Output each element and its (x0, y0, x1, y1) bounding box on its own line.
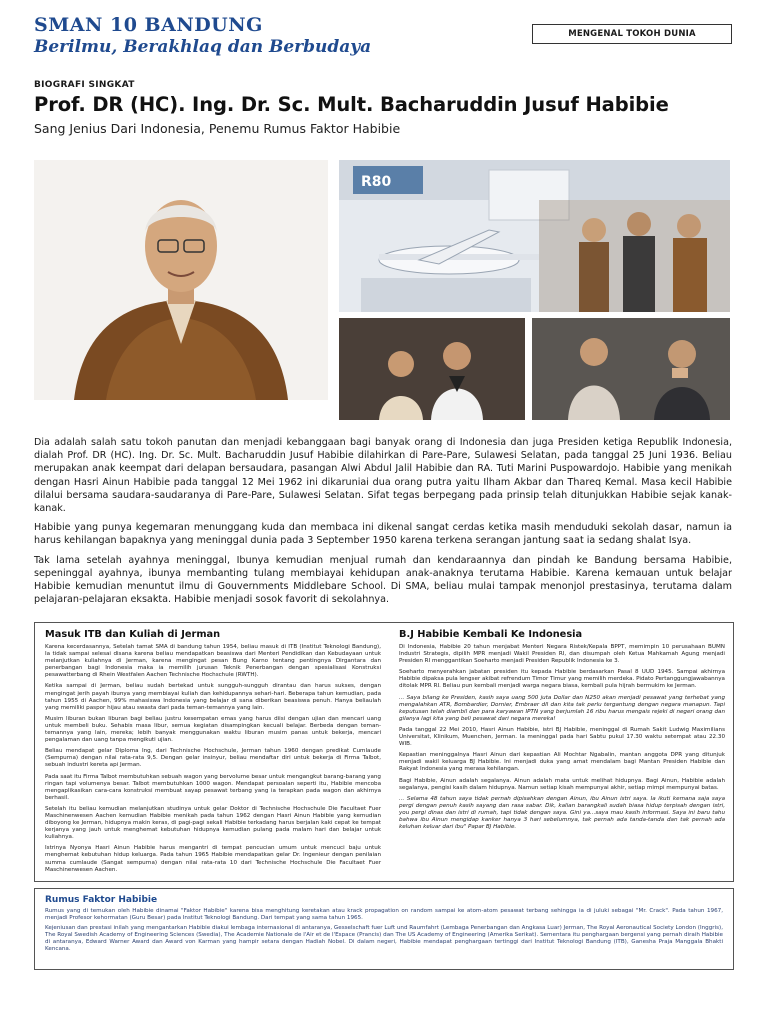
quote-paragraph: ... Selama 48 tahun saya tidak pernah dipisahkan dengan Ainun, ibu Ainun istri saya. Ia ikuti kemana saja saya pergi dengan penuh kasih sayang dan rasa sabar. Dik, kalian barangkali sudah biasa hidup terpisah dengan istri, you pergi dinas dan istri di rumah, tapi tidak dengan saya. Gini ya...saya mau kasih informasi. Saya ini baru tahu bahwa ibu Ainun mengidap kanker hanya 3 hari sebelumnya, tak pernah ada tanda-tanda dan tak pernah ada keluhan keluar dari ibu" Papar BJ Habibie. (399, 795, 725, 831)
section-paragraph: Karena kecerdasannya, Setelah tamat SMA di bandung tahun 1954, beliau masuk di ITB (Institut Teknologi Bandung), Ia tidak sampai selesai disana karena beliau mendapatkan beasiswa dari Menteri Pendidikan dan Kebudayaan untuk melanjutkan kuliahnya di Jerman, karena mengingat pesan Bung Karno tentang pentingnya Dirgantara dan penerbangan bagi Indonesia maka ia memilih jurusan Teknik Penerbangan dengan spesialisasi Konstruksi pesawatterbang di Rhein Westfalen Aachen Technische Hochschule (RWTH). (45, 644, 381, 679)
page-title: Prof. DR (HC). Ing. Dr. Sc. Mult. Bacharuddin Jusuf Habibie (34, 93, 669, 116)
section-return (399, 623, 725, 835)
section-heading: Rumus Faktor Habibie (45, 895, 158, 905)
section-paragraph: Rumus yang di temukan oleh Habibie dinamai "Faktor Habibie" karena bisa menghitung keretakan atau krack propagation on random sampai ke atom-atom pesawat terbang sehingga ia di juluki sebagai "Mr. Crack". Pada tahun 1967, menjadi Profesor kehormatan (Guru Besar) pada Institut Teknologi Bandung. Dari tempat yang sama tahun 1965. (45, 908, 723, 922)
section-paragraph: Bagi Habibie, Ainun adalah segalanya. Ainun adalah mata untuk melihat hidupnya. Bagi Ainun, Habibie adalah segalanya, pengisi kasih dalam hidupnya. Namun setiap kisah mempunyai akhir, setiap mimpi mempunyai batas. (399, 777, 725, 791)
section-paragraph: Beliau mendapat gelar Diploma Ing, dari Technische Hochschule, Jerman tahun 1960 dengan predikat Cumlaude (Sempurna) dengan nilai rata-rata 9,5. Dengan gelar insinyur, beliau mendaftar diri untuk bekerja di Firma Talbot, sebuah industri kereta api Jerman. (45, 748, 381, 769)
intro-paragraph: Tak lama setelah ayahnya meninggal, Ibunya kemudian menjual rumah dan kendaraannya dan pindah ke Bandung bersama Habibie, sepeninggal ayahnya, ibunya membanting tulang membiayai kehidupan anak-anaknya terutama Habibie. Karena kemauan untuk belajar Habibie kemudian menuntut ilmu di Gouvernments Middlebare School. Di SMA, beliau mulai tampak menonjol prestasinya, terutama dalam pelajaran-pelajaran eksakta. Habibie menjadi sosok favorit di sekolahnya. (34, 554, 732, 606)
section-paragraph: Pada tanggal 22 Mei 2010, Hasri Ainun Habibie, istri BJ Habibie, meninggal di Rumah Sakit Ludwig Maximilians Universitat, Klinikum, Muenchen, Jerman. Ia meninggal pada hari Sabtu pukul 17.30 waktu setempat atau 22.30 WIB. (399, 726, 725, 748)
school-name: SMAN 10 BANDUNG (34, 14, 263, 36)
section-heading: Masuk ITB dan Kuliah di Jerman (45, 629, 221, 640)
section-badge: MENGENAL TOKOH DUNIA (532, 24, 732, 44)
section-paragraph: Kepastian meninggalnya Hasri Ainun dari kepastian Ali Mochtar Ngabalin, mantan anggota DPR yang ditunjuk menjadi wakil keluarga BJ Habibie. Ini menjadi duka yang amat mendalam bagi Mantan Presiden Habibie dan Rakyat Indonesia yang merasa kehilangan. (399, 752, 725, 773)
page-subtitle: Sang Jenius Dari Indonesia, Penemu Rumus Faktor Habibie (34, 121, 401, 136)
intro-paragraph: Habibie yang punya kegemaran menunggang kuda dan membaca ini dikenal sangat cerdas ketika masih menduduki sekolah dasar, namun ia harus kehilangan bapaknya yang meninggal dunia pada 3 September 1950 karena terkena serangan jantung saat ia sedang shalat Isya. (34, 522, 732, 547)
section-paragraph: Setelah itu beliau kemudian melanjutkan studinya untuk gelar Doktor di Technische Hochschule Die Facultaet Fuer Maschinenwesen Aachen kemudian Habibie menikah pada tahun 1962 dengan Hasri Ainun Habibie yang kemudian diboyong ke Jerman, hidupnya makin keras, di pagi-pagi sekali Habibie terkadang harus berjalan kaki cepat ke tempat kerjanya yang jauh untuk menghemat kebutuhan hidupnya kemudian pulang pada malam hari dan belajar untuk kuliahnya. (45, 805, 381, 841)
wedding-photo (339, 318, 525, 420)
article-kicker: BIOGRAFI SINGKAT (34, 80, 135, 90)
quote-paragraph: ... Saya bilang ke Presiden, kasih saya uang 500 juta Dollar dan N250 akan menjadi pesawat yang terhebat yang mengalahkan ATR, Bombardier, Dornier, Embraer dll dan kita tak perlu tergantung dengan negara manapun. Tapi keputusan telah diambil dan para karyawan IPTN yang berjumlah 16 ribu harus mengais rejeki di negeri orang dan gilanya lagi kita yang beli pesawat dari negara mereka! (399, 694, 725, 722)
section-paragraph: Soeharto menyerahkan jabatan presiden itu kepada Habibie berdasarkan Pasal 8 UUD 1945. Sampai akhirnya Habibie dipaksa pula lengser akibat refrendum Timor Timur yang memilih merdeka. Pidato Pertanggungjawabannya ditolak MPR RI. Beliau pun kembali menjadi warga negara biasa, kembali pula hijrah bermukim ke Jerman. (399, 669, 725, 690)
section-paragraph: Ketika sampai di Jerman, beliau sudah bertekad untuk sungguh-sungguh dirantau dan harus sukses, dengan mengingat jerih payah ibunya yang membiayai kuliah dan kehidupannya sehari-hari. Beberapa tahun kemudian, pada tahun 1955 di Aachen, 99% mahasiswa Indonesia yang belajar di sana diberikan beasiswa penuh. Hanya beliaulah yang memiliki paspor hijau atau swasta dari pada teman-temannya yang lain. (45, 683, 381, 711)
factor-box (34, 888, 734, 970)
article-intro (34, 436, 732, 612)
section-paragraph: Istrinya Nyonya Hasri Ainun Habibie harus mengantri di tempat pencucian umum untuk mencuci baju untuk menghemat kebutuhan hidup keluarga. Pada tahun 1965 Habibie mendapatkan gelar Dr. Ingenieur dengan penilaian summa cumlaude (Sangat sempurna) dengan nilai rata-rata 10 dari Technische Hochschule Die Facultaet Fuer Maschinenwesen Aachen. (45, 845, 381, 873)
portrait-photo (34, 160, 328, 400)
section-paragraph: Musim liburan bukan liburan bagi beliau justru kesempatan emas yang harus diisi dengan ujian dan mencari uang untuk membeli buku. Sehabis masa libur, semua kegiatan disampingkan kecuali belajar. Berbeda dengan teman-temannya yang lain, mereka; lebih banyak menggunakan waktu liburan musim panas untuk bekerja, mencari pengalaman dan uang tanpa mengikuti ujian. (45, 715, 381, 744)
intro-paragraph: Dia adalah salah satu tokoh panutan dan menjadi kebanggaan bagi banyak orang di Indonesia dan juga Presiden ketiga Republik Indonesia, dialah Prof. DR (HC). Ing. Dr. Sc. Mult. Bacharuddin Jusuf Habibie dilahirkan di Pare-Pare, Sulawesi Selatan, pada tanggal 25 Juni 1936. Beliau merupakan anak keempat dari delapan bersaudara, pasangan Alwi Abdul Jalil Habibie dan RA. Tuti Marini Puspowardojo. Habibie yang menikah dengan Hasri Ainun Habibie pada tanggal 12 Mei 1962 ini dikaruniai dua orang putra yaitu Ilham Akbar dan Thareq Kemal. Masa kecil Habibie dilalui bersama saudara-saudaranya di Pare-Pare, Sulawesi Selatan. Sifat tegas berpegang pada prinsip telah ditunjukkan Habibie sejak kanak-kanak. (34, 437, 732, 515)
two-column-box (34, 622, 734, 882)
farewell-photo (532, 318, 730, 420)
plane-label: R80 (361, 174, 392, 190)
section-paragraph: Pada saat itu Firma Talbot membutuhkan sebuah wagon yang bervolume besar untuk mengangkut barang-barang yang ringan tapi volumenya besar. Talbot membutuhkan 1000 wagon. Mendapat persoalan seperti itu, Habibie mencoba mengaplikasikan cara-cara konstruksi membuat sayap pesawat terbang yang ia terapkan pada wagon dan akhirnya berhasil. (45, 773, 381, 801)
school-motto: Berilmu, Berakhlaq dan Berbudaya (34, 37, 372, 57)
section-heading: B.J Habibie Kembali Ke Indonesia (399, 629, 583, 640)
section-itb (45, 623, 381, 878)
section-paragraph: Di Indonesia, Habibie 20 tahun menjabat Menteri Negara Ristek/Kepala BPPT, memimpin 10 perusahaan BUMN Industri Strategis, dipilih MPR menjadi Wakil Presiden RI, dan disumpah oleh Ketua Mahkamah Agung menjadi Presiden RI menggantikan Soeharto menjadi Presiden Republik Indonesia ke 3. (399, 644, 725, 665)
aircraft-exhibition-photo (339, 160, 730, 312)
section-paragraph: Kejeniusan dan prestasi inilah yang mengantarkan Habibie diakui lembaga internasional di antaranya, Gesselschaft fuer Luft und Raumfahrt (Lembaga Penerbangan dan Angkasa Luar) Jerman, The Royal Aeronautical Society London (Inggris), The Royal Swedish Academy of Engineering Sciences (Swedia), The Academie Nationale de l'Air et de l'Espace (Prancis) dan The US Academy of Engineering (Amerika Serikat). Sementara itu penghargaan bergensi yang pernah diraih Habibie di antaranya, Edward Warner Award dan Award von Karman yang hampir setara dengan Hadiah Nobel. Di dalam negeri, Habibie mendapat penghargaan tertinggi dari Institut Teknologi Bandung (ITB), Ganesha Praja Manggala Bhakti Kencana. (45, 925, 723, 953)
